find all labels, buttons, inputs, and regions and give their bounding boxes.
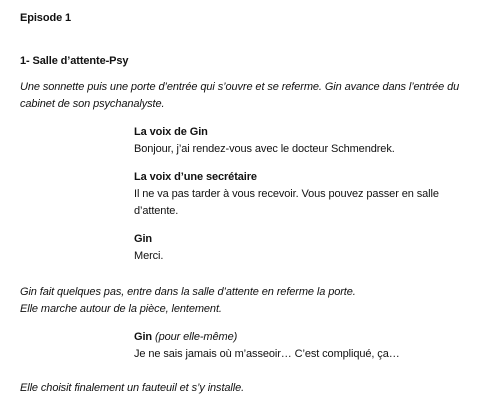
dialogue-2-character: La voix d’une secrétaire — [134, 171, 257, 183]
action-3-line-1: Elle choisit finalement un fauteuil et s’y installe. — [20, 382, 245, 394]
dialogue-2-line-1: Il ne va pas tarder à vous recevoir. Vous pouvez passer en salle — [134, 188, 439, 200]
action-1-line-1: Une sonnette puis une porte d’entrée qui s’ouvre et se referme. Gin avance dans l’entrée du — [20, 81, 460, 93]
scene-heading: 1- Salle d’attente-Psy — [20, 55, 129, 67]
dialogue-4-heading — [134, 330, 237, 344]
dialogue-1-character: La voix de Gin — [134, 126, 208, 138]
dialogue-4-parenthetical: (pour elle-même) — [155, 331, 238, 343]
dialogue-4-line-1: Je ne sais jamais où m’asseoir… C’est compliqué, ça… — [134, 348, 400, 360]
action-2-line-2: Elle marche autour de la pièce, lentement. — [20, 303, 222, 315]
episode-title: Episode 1 — [20, 12, 72, 24]
dialogue-4-character: Gin — [134, 331, 153, 343]
dialogue-2-line-2: d’attente. — [134, 205, 179, 217]
dialogue-1-line-1: Bonjour, j’ai rendez-vous avec le docteur Schmendrek. — [134, 143, 395, 155]
action-1-line-2: cabinet de son psychanalyste. — [20, 98, 165, 110]
action-2-line-1: Gin fait quelques pas, entre dans la salle d’attente en referme la porte. — [20, 286, 356, 298]
dialogue-3-line-1: Merci. — [134, 250, 164, 262]
dialogue-3-character: Gin — [134, 233, 153, 245]
